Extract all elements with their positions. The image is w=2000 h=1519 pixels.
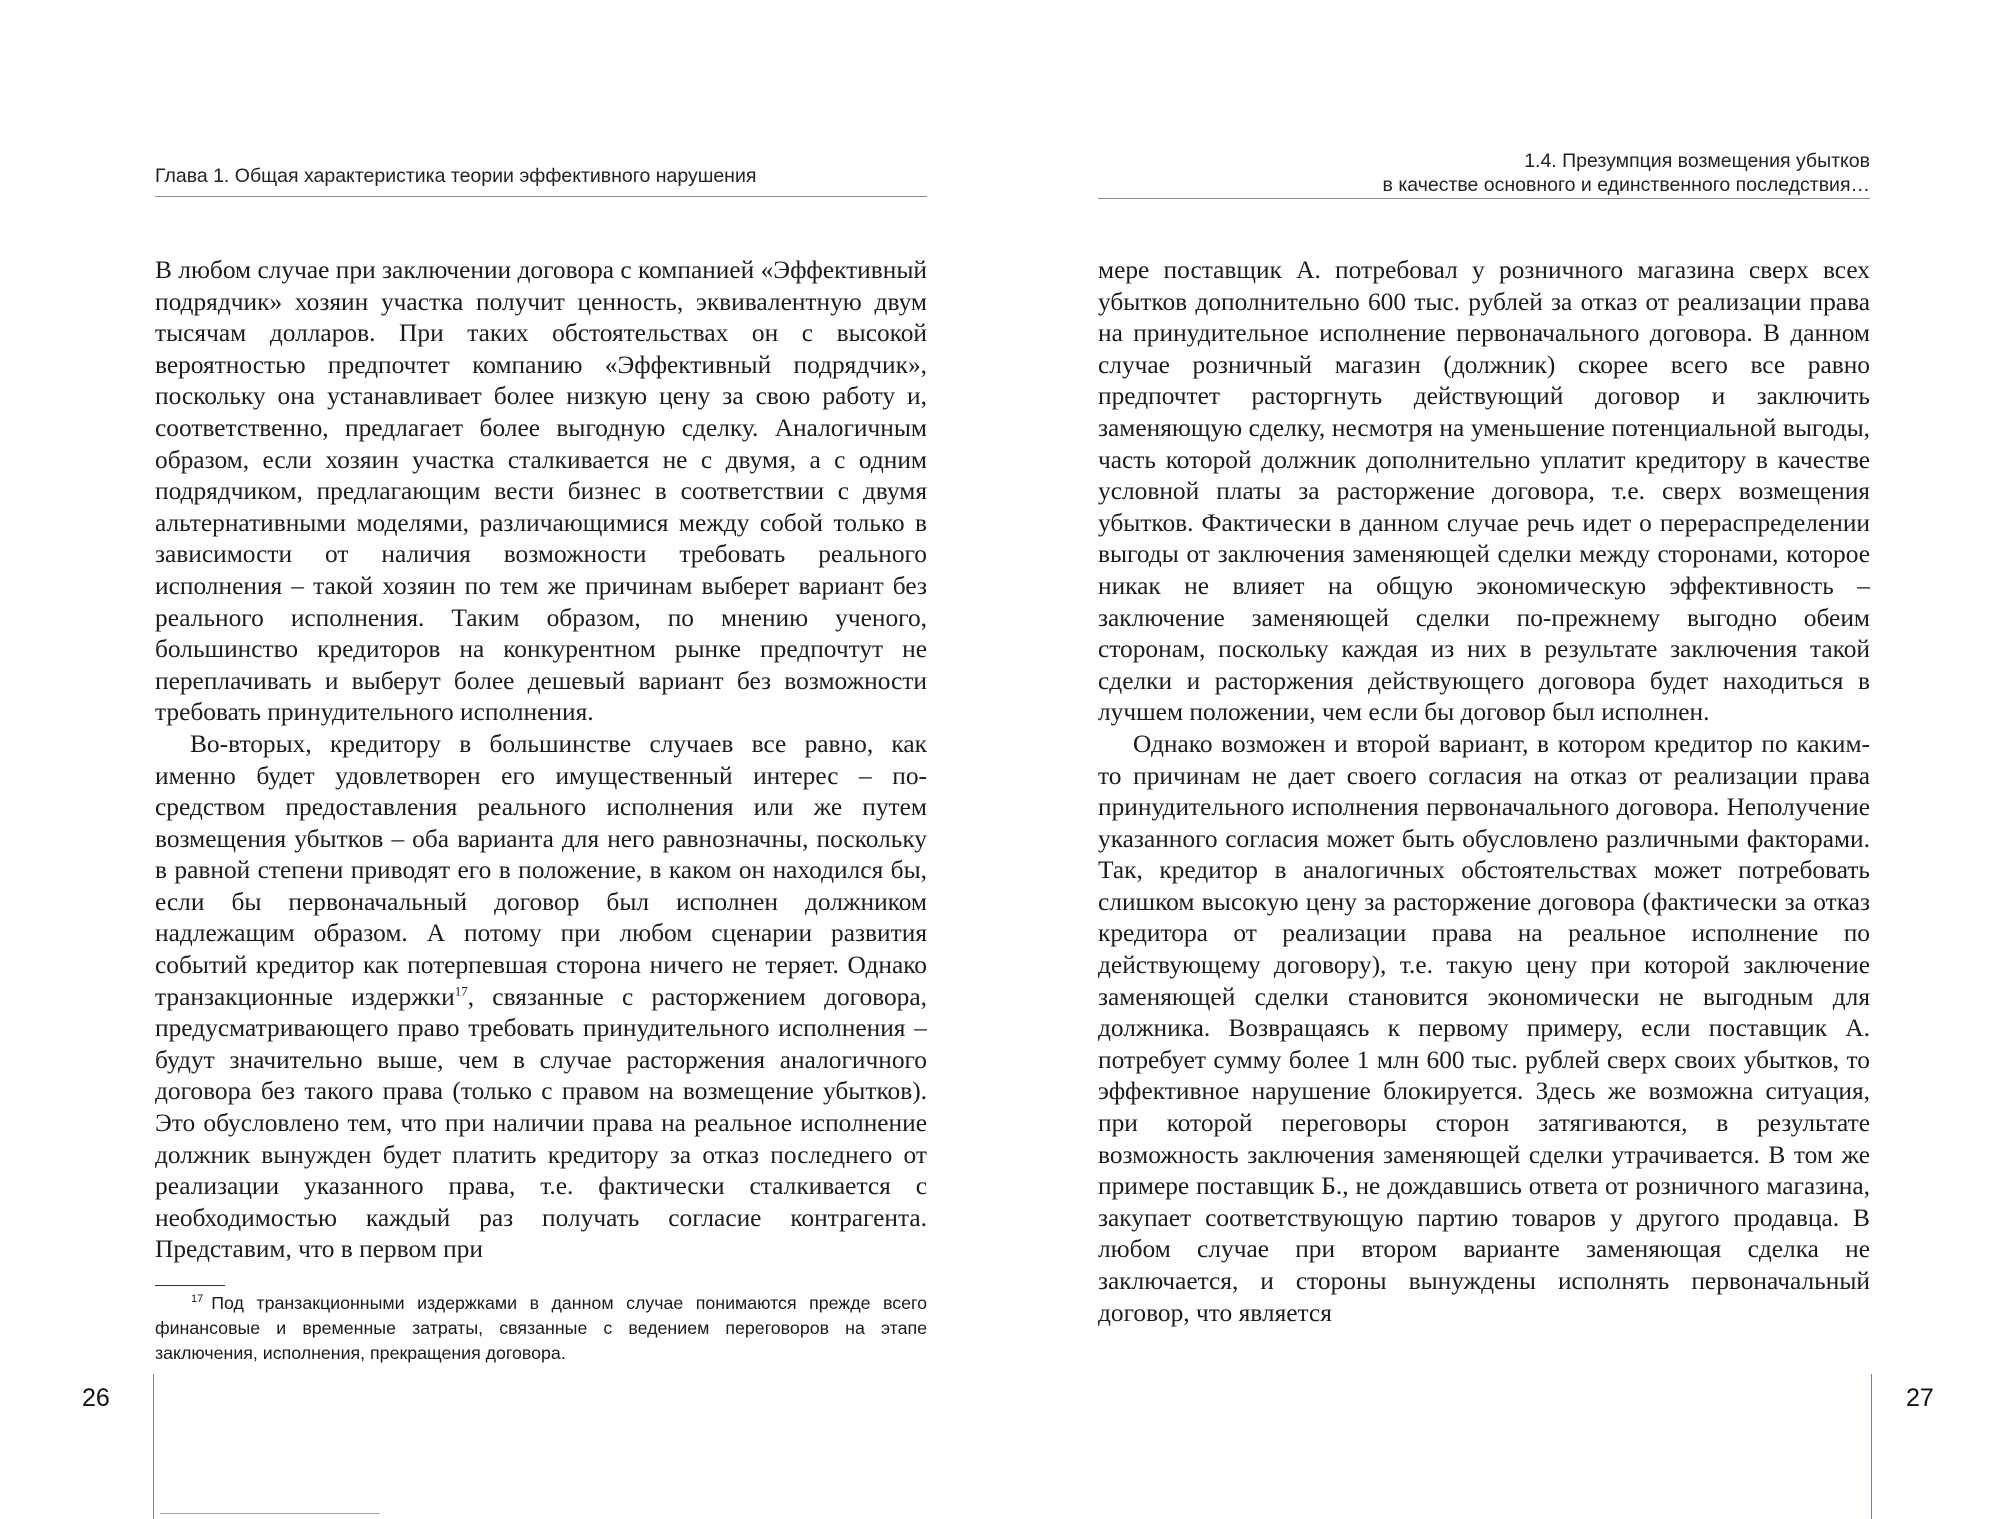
- footnote-17: [155, 1291, 927, 1366]
- paragraph-1-left: В любом случае при заключении договора с компанией «Эффективный подрядчик» хозяин участка получит ценность, эквивалентную двум тысячам долларов. При таких обстоятельствах он с высокой вероятностью предпочтет компанию «Эффективный подрядчик», поскольку она устанавливает более низкую цену за свою работу и, соответственно, предлагает более выгодную сделку. Аналогичным образом, если хозяин участка сталкивается не с двумя, а с одним подрядчиком, предлагающим вести бизнес в соответствии с двумя альтернативными моделями, различающимися между собой только в зависимости от наличия возможности требовать реального исполнения – такой хозяин по тем же причинам выберет вариант без реального исполнения. Таким образом, по мнению ученого, большинство кредиторов на конкурентном рынке предпочтут не переплачивать и выберут более дешевый вариант без возможности требовать принудительного исполнения.: [155, 256, 927, 727]
- running-head-right: [1098, 149, 1870, 197]
- running-head-right-line-2: в качестве основного и единственного последствия…: [1382, 174, 1870, 196]
- header-rule-left: [155, 196, 927, 197]
- footnote-rule: [155, 1285, 225, 1286]
- body-text-left: [155, 255, 927, 1266]
- paragraph-2-right: Однако возможен и второй вариант, в котором кредитор по каким-то причинам не дает своего согласия на отказ от реализации права принудительного исполнения первоначального договора. Неполучение указанного согласия может быть обусловлено различными факторами. Так, кредитор в аналогичных обстоятельствах может потребовать слишком высокую цену за расторжение договора (фактически за отказ кредитора от реализации права на реальное исполнение по действующему договору), т.е. такую цену при которой заключение заменяющей сделки становится экономически не выгодным для должника. Возвращаясь к первому примеру, если поставщик А. потребует сумму более 1 млн 600 тыс. рублей сверх своих убытков, то эффективное нарушение блокируется. Здесь же возможна ситуация, при которой переговоры сторон затягиваются, в результате возможность заключения заменяющей сделки утрачивается. В том же примере поставщик Б., не дождавшись ответа от розничного магазина, закупает соответствующую партию товаров у другого продавца. В любом случае при втором варианте заменяющая сделка не заключается, и стороны вынуждены исполнять первоначальный договор, что является: [1098, 729, 1870, 1327]
- paragraph-2-part-2: , связанные с расторжением договора, предусматривающего право требовать принудительного исполнения – будут значительно выше, чем в случае расторжения аналогичного договора без такого права (только с правом на возмещение убытков). Это обусловлено тем, что при наличии права на реальное исполнение должник вынужден будет платить кредитору за отказ последнего от реализации указанного права, т.е. фактически сталкивается с необходимостью каждый раз получать согласие контрагента. Представим, что в первом при: [155, 982, 927, 1264]
- running-head-left: Глава 1. Общая характеристика теории эффективного нарушения: [155, 165, 757, 187]
- header-rule-right: [1098, 198, 1870, 199]
- body-text-right: [1098, 255, 1870, 1329]
- page-number-right: 27: [1906, 1384, 1934, 1412]
- footnote-number: 17: [191, 1293, 204, 1306]
- margin-line-right: [1871, 1374, 1872, 1519]
- footnote-text: Под транзакционными издержками в данном случае понимаются прежде всего финансовые и временные затраты, связанные с ведением переговоров на этапе заключения, исполнения, прекращения договора.: [155, 1293, 927, 1363]
- paragraph-1-right: мере поставщик А. потребовал у розничного магазина сверх всех убытков дополнительно 600 тыс. рублей за отказ от реализации права на принудительное исполнение первоначального договора. В данном случае розничный магазин (должник) скорее всего все равно предпочтет расторгнуть действующий договор и заключить заменяющую сделку, несмотря на уменьшение потенциальной выгоды, часть которой должник дополнительно уплатит кредитору в качестве условной платы за расторжение договора, т.е. сверх возмещения убытков. Фактически в данном случае речь идет о перераспределении выгоды от заключения заменяющей сделки между сторонами, которое никак не влияет на общую экономическую эффективность – заключение заменяющей сделки по-прежнему выгодно обеим сторонам, поскольку каждая из них в результате заключения такой сделки и расторжения действующего договора будет находиться в лучшем положении, чем если бы договор был исполнен.: [1098, 256, 1870, 727]
- footnote-ref-17[interactable]: 17: [454, 983, 468, 999]
- running-head-right-line-1: 1.4. Презумпция возмещения убытков: [1524, 150, 1870, 172]
- paragraph-2-part-1: Во-вторых, кредитору в большинстве случаев все равно, как именно будет удовлетворен его имущественный интерес – посредством предоставления реального исполнения или же путем возмещения убытков – оба варианта для него равнозначны, поскольку в равной степени приводят его в положение, в каком он находился бы, если бы первоначальный договор был исполнен должником надлежащим образом. А потому при любом сценарии развития событий кредитор как потерпевшая сторона ничего не теряет. Однако транзакционные издержки: [155, 729, 927, 1011]
- margin-line-left: [153, 1374, 154, 1519]
- bottom-edge-mark: [160, 1513, 380, 1514]
- page-number-left: 26: [82, 1384, 110, 1412]
- paragraph-2-left: [155, 729, 927, 1266]
- right-page: [1000, 0, 2000, 1519]
